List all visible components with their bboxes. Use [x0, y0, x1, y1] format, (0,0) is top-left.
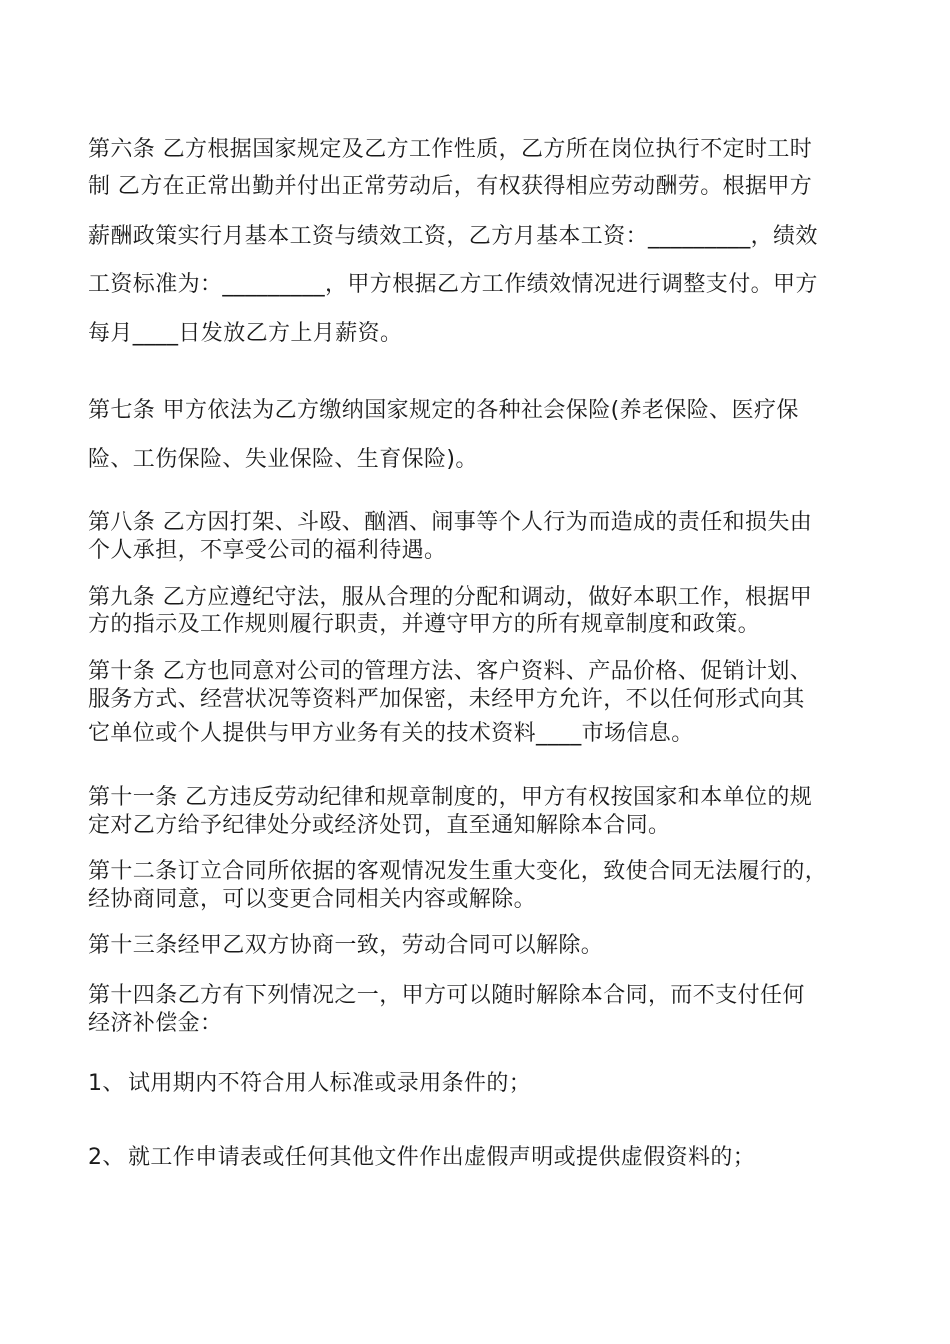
text-line: 第十三条经甲乙双方协商一致，劳动合同可以解除。 — [88, 933, 604, 958]
text-line: 经协商同意，可以变更合同相关内容或解除。 — [88, 887, 537, 912]
text-line: 第八条 乙方因打架、斗殴、酗酒、闹事等个人行为而造成的责任和损失由 — [88, 510, 813, 535]
text-line: 定对乙方给予纪律处分或经济处罚，直至通知解除本合同。 — [88, 813, 671, 838]
text-line: 制 乙方在正常出勤并付出正常劳动后，有权获得相应劳动酬劳。根据甲方 — [88, 174, 813, 199]
list-item-text: 就工作申请表或任何其他文件作出虚假声明或提供虚假资料的； — [128, 1145, 756, 1170]
text-line: 薪酬政策实行月基本工资与绩效工资，乙方月基本工资：_________，绩效 — [88, 224, 818, 249]
list-item — [88, 1071, 531, 1097]
list-item-text: 试用期内不符合用人标准或录用条件的； — [128, 1071, 532, 1096]
text-line: 第六条 乙方根据国家规定及乙方工作性质，乙方所在岗位执行不定时工时 — [88, 137, 813, 162]
text-line: 第七条 甲方依法为乙方缴纳国家规定的各种社会保险(养老保险、医疗保 — [88, 398, 799, 423]
list-item-number: 2、 — [88, 1145, 125, 1170]
text-line: 第十一条 乙方违反劳动纪律和规章制度的，甲方有权按国家和本单位的规 — [88, 785, 813, 810]
text-line: 它单位或个人提供与甲方业务有关的技术资料____市场信息。 — [88, 721, 694, 746]
text-line: 工资标准为：_________，甲方根据乙方工作绩效情况进行调整支付。甲方 — [88, 272, 818, 297]
text-line: 每月____日发放乙方上月薪资。 — [88, 321, 403, 346]
text-line: 经济补偿金： — [88, 1011, 223, 1036]
list-item-number: 1、 — [88, 1071, 125, 1096]
text-line: 服务方式、经营状况等资料严加保密，未经甲方允许，不以任何形式向其 — [88, 687, 805, 712]
text-line: 个人承担，不享受公司的福利待遇。 — [88, 538, 447, 563]
text-line: 方的指示及工作规则履行职责，并遵守甲方的所有规章制度和政策。 — [88, 612, 761, 637]
text-line: 第九条 乙方应遵纪守法，服从合理的分配和调动，做好本职工作，根据甲 — [88, 585, 813, 610]
text-line: 第十条 乙方也同意对公司的管理方法、客户资料、产品价格、促销计划、 — [88, 659, 813, 684]
list-item — [88, 1145, 755, 1171]
text-line: 第十四条乙方有下列情况之一，甲方可以随时解除本合同，而不支付任何 — [88, 983, 805, 1008]
text-line: 第十二条订立合同所依据的客观情况发生重大变化，致使合同无法履行的， — [88, 859, 828, 884]
text-line: 险、工伤保险、失业保险、生育保险)。 — [88, 447, 478, 472]
